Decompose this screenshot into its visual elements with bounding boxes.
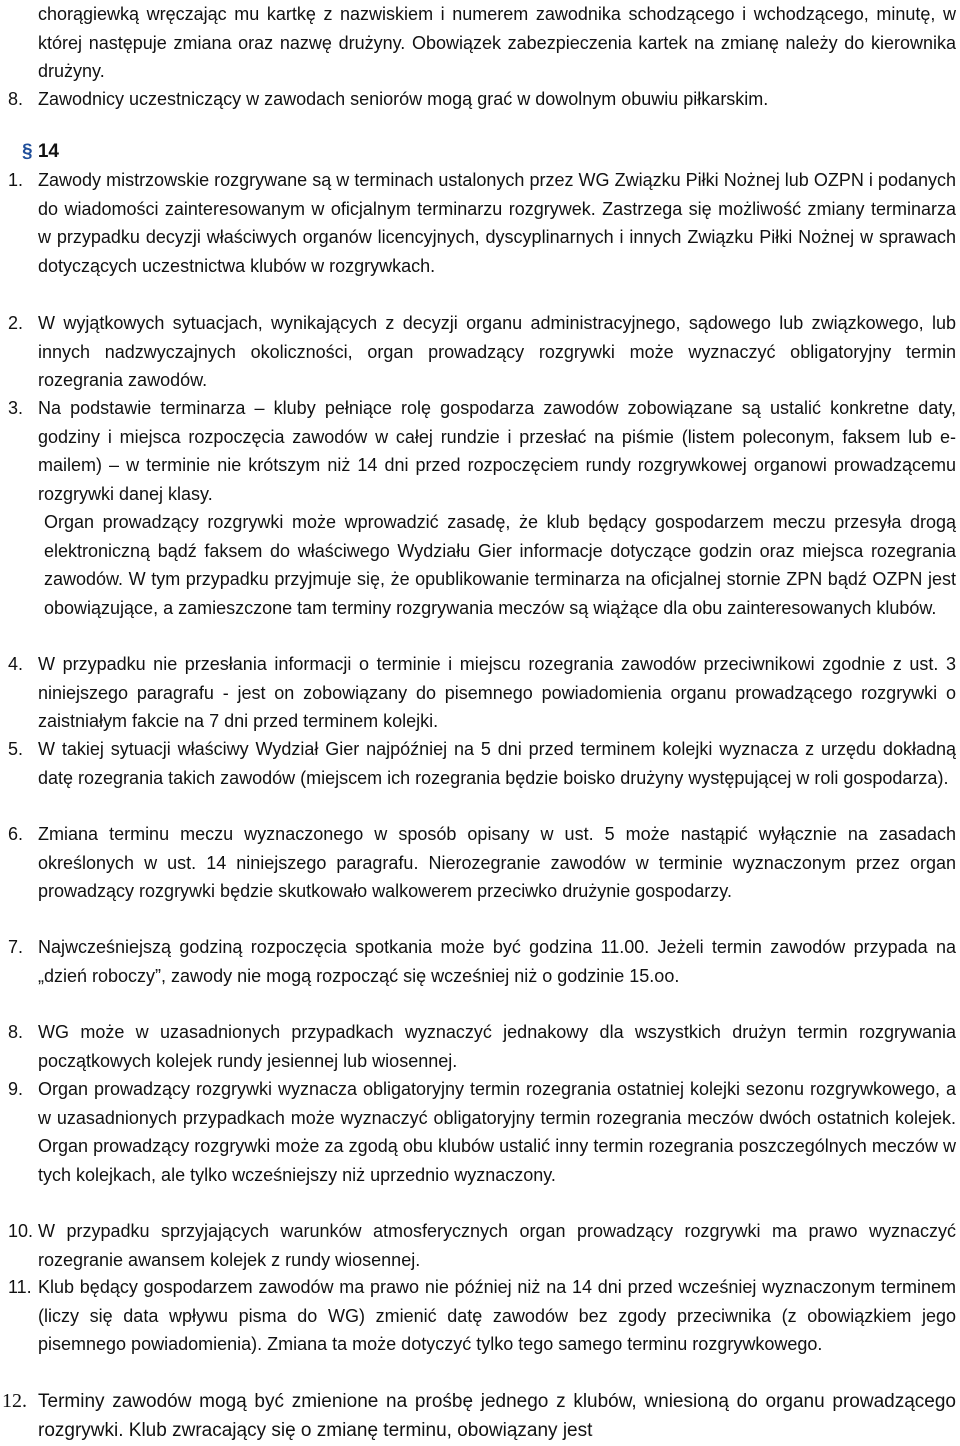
item-text: WG może w uzasadnionych przypadkach wyznaczyć jednakowy dla wszystkich drużyn termin rozgrywania początkowych kolejek rundy jesiennej lub wiosennej. [38,1022,956,1071]
item-number: 4. [8,654,24,674]
list-item-2 [8,309,956,395]
item-number: 5. [8,739,24,759]
item-number: 9. [8,1079,24,1099]
item-text: Najwcześniejszą godziną rozpoczęcia spotkania może być godzina 11.00. Jeżeli termin zawodów przypada na „dzień roboczy”, zawody nie mogą rozpocząć się wcześniej niż o godzinie 15.oo. [38,937,956,986]
item-text: W przypadku sprzyjających warunków atmosferycznych organ prowadzący rozgrywki ma prawo wyznaczyć rozegranie awansem kolejek z rundy wiosennej. [38,1221,956,1270]
item-text: Klub będący gospodarzem zawodów ma prawo nie później niż na 14 dni przed wcześniej wyznaczonym terminem (liczy się data wpływu pisma do WG) zmienić datę zawodów bez zgody przeciwnika (z obowiązkiem jego pisemnego powiadomienia). Zmiana ta może dotyczyć tylko tego samego terminu rozgrywkowego. [38,1277,956,1354]
list-item-10 [8,1217,956,1274]
item-text: Zmiana terminu meczu wyznaczonego w sposób opisany w ust. 5 może nastąpić wyłącznie na zasadach określonych w ust. 14 niniejszego paragrafu. Nierozegranie zawodów w terminie wyznaczonym przez organ prowadzący rozgrywki będzie skutkowało walkowerem przeciwko drużynie gospodarzy. [38,824,956,901]
list-item-prev-8 [8,85,956,114]
item-text: W przypadku nie przesłania informacji o terminie i miejscu rozegrania zawodów przeciwnikowi zgodnie z ust. 3 niniejszego paragrafu - jest on zobowiązany do pisemnego powiadomienia organu prowadzącego rozgrywki o zaistniałym fakcie na 7 dni przed terminem kolejki. [38,654,956,731]
section-mark: § [22,141,33,162]
item-number: 7. [8,937,24,957]
list-item-6 [8,820,956,906]
list-item-4 [8,650,956,736]
item-text: Organ prowadzący rozgrywki wyznacza obligatoryjny termin rozegrania ostatniej kolejki sezonu rozgrywkowego, a w uzasadnionych przypadkach może wyznaczyć obligatoryjny termin rozegrania meczów dwóch ostatnich kolejek. Organ prowadzący rozgrywki może za zgodą obu klubów ustalić inny termin rozegrania poszczególnych meczów w tych kolejkach, ale tylko wcześniejszy niż uprzednio wyznaczony. [38,1079,956,1185]
list-item-11 [8,1273,956,1359]
item-number: 12. [2,1390,27,1412]
item-number: 8. [8,1022,24,1042]
list-item-8 [8,1018,956,1075]
list-item-3 [8,394,956,508]
list-item-3-continuation [44,508,956,622]
list-item-1 [8,166,956,280]
item-text: Na podstawie terminarza – kluby pełniące rolę gospodarza zawodów zobowiązane są ustalić konkretne daty, godziny i miejsca rozpoczęcia zawodów w całej rundzie i przesłać na piśmie (listem poleconym, faksem lub e-mailem) – w terminie nie krótszym niż 14 dni przed rozpoczęciem rundy rozgrywkowej organowi prowadzącemu rozgrywki danej klasy. [38,398,956,504]
item-number: 1. [8,170,24,190]
item-number: 11. [8,1277,32,1297]
list-item-12 [2,1387,956,1445]
section-heading [22,141,59,163]
item-text: W takiej sytuacji właściwy Wydział Gier najpóźniej na 5 dni przed terminem kolejki wyznacza z urzędu dokładną datę rozegrania takich zawodów (miejscem ich rozegrania będzie boisko drużyny występującej w roli gospodarza). [38,739,956,788]
list-item-7 [8,933,956,990]
item-text: Organ prowadzący rozgrywki może wprowadzić zasadę, że klub będący gospodarzem meczu przesyła drogą elektroniczną bądź faksem do właściwego Wydziału Gier informacje dotyczące godzin oraz miejsca rozegrania zawodów. W tym przypadku przyjmuje się, że opublikowanie terminarza na oficjalnej stornie ZPN bądź OZPN jest obowiązujące, a zamieszczone tam terminy rozgrywania meczów są wiążące dla obu zainteresowanych klubów. [44,512,956,618]
item-number: 10. [8,1221,34,1241]
item-number: 3. [8,398,24,418]
item-text: W wyjątkowych sytuacjach, wynikających z decyzji organu administracyjnego, sądowego lub związkowego, lub innych nadzwyczajnych okoliczności, organ prowadzący rozgrywki może wyznaczyć obligatoryjny termin rozegrania zawodów. [38,313,956,390]
continuation-paragraph: chorągiewką wręczając mu kartkę z nazwiskiem i numerem zawodnika schodzącego i wchodzącego, minutę, w której następuje zmiana oraz nazwę drużyny. Obowiązek zabezpieczenia kartek na zmianę należy do kierownika drużyny. [38,4,956,81]
list-item-5 [8,735,956,792]
item-text: Zawody mistrzowskie rozgrywane są w terminach ustalonych przez WG Związku Piłki Nożnej lub OZPN i podanych do wiadomości zainteresowanym w oficjalnym terminarzu rozgrywek. Zastrzega się możliwość zmiany terminarza w przypadku decyzji właściwych organów licencyjnych, dyscyplinarnych i innych Związku Piłki Nożnej w sprawach dotyczących uczestnictwa klubów w rozgrywkach. [38,170,956,276]
section-number: 14 [37,141,59,162]
item-number: 6. [8,824,24,844]
item-number: 8. [8,89,24,109]
item-number: 2. [8,313,24,333]
list-item-9 [8,1075,956,1189]
item-text: Terminy zawodów mogą być zmienione na prośbę jednego z klubów, wniesioną do organu prowadzącego rozgrywki. Klub zwracający się o zmianę terminu, obowiązany jest [38,1391,956,1441]
item-text: Zawodnicy uczestniczący w zawodach seniorów mogą grać w dowolnym obuwiu piłkarskim. [38,89,769,109]
